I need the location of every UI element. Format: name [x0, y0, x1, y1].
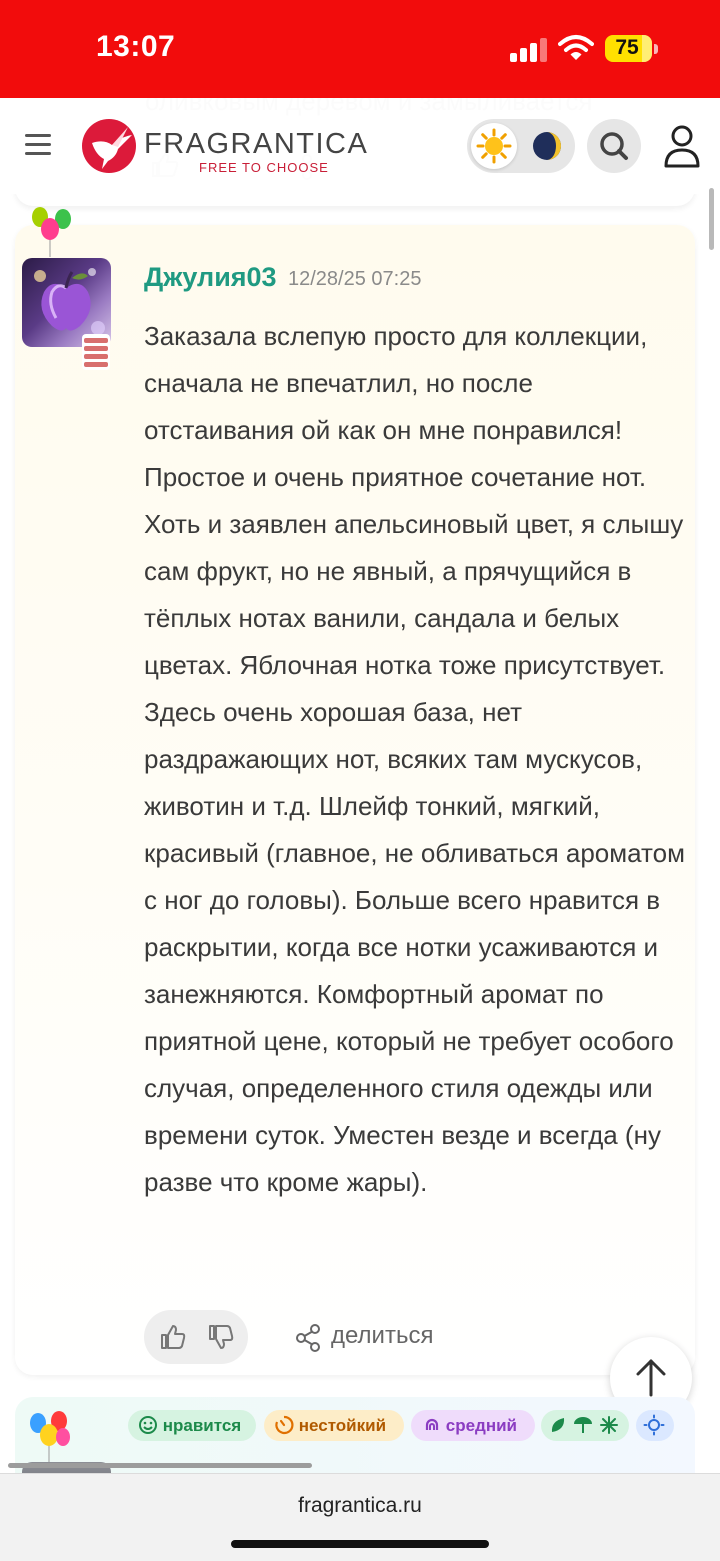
- search-icon: [587, 119, 641, 173]
- vertical-scrollbar[interactable]: [709, 188, 714, 250]
- horizontal-scrollbar[interactable]: [8, 1463, 312, 1468]
- season-icons: [549, 1415, 621, 1435]
- review-author[interactable]: Джулия03: [144, 262, 277, 292]
- sillage-icon: [423, 1416, 441, 1434]
- share-label: делиться: [331, 1322, 434, 1349]
- sun-icon[interactable]: [471, 123, 517, 169]
- menu-icon[interactable]: [25, 134, 51, 156]
- battery-level: 75: [615, 36, 639, 59]
- share-icon: [295, 1324, 321, 1352]
- site-header: [0, 98, 720, 194]
- user-icon: [660, 122, 704, 170]
- sun-icon: [643, 1414, 665, 1436]
- smile-icon: [138, 1415, 158, 1435]
- balloons-icon: [27, 1409, 73, 1467]
- logo-tagline: FREE TO CHOOSE: [199, 160, 329, 175]
- status-bar: [0, 0, 720, 98]
- logo-wordmark: FRAGRANTICA: [144, 128, 369, 160]
- cellular-signal-icon: [510, 38, 548, 62]
- review-date: 12/28/25 07:25: [288, 268, 422, 290]
- battery-icon: [605, 35, 657, 62]
- tag-like-label: нравится: [162, 1416, 242, 1435]
- search-button[interactable]: [587, 119, 641, 173]
- browser-address-bar: [0, 1473, 720, 1561]
- tag-sillage-label: средний: [445, 1416, 517, 1435]
- fragrantica-logo[interactable]: [82, 119, 136, 173]
- tag-season: [541, 1410, 629, 1441]
- thumbs-up-icon[interactable]: [158, 1323, 186, 1351]
- tag-longevity: [264, 1410, 404, 1441]
- hummingbird-icon: [82, 119, 136, 173]
- theme-toggle[interactable]: [467, 119, 575, 173]
- vote-buttons: [144, 1310, 248, 1364]
- status-time: 13:07: [96, 30, 176, 63]
- url-display[interactable]: fragrantica.ru: [298, 1494, 422, 1517]
- thumbs-down-icon[interactable]: [206, 1323, 234, 1351]
- home-indicator: [231, 1540, 489, 1548]
- tag-day: [636, 1410, 674, 1441]
- tag-longevity-label: нестойкий: [298, 1416, 387, 1435]
- tag-sillage: [411, 1410, 535, 1441]
- user-badge-icon: [81, 332, 111, 372]
- wifi-icon: [558, 34, 594, 62]
- balloons-icon: [30, 205, 74, 259]
- moon-icon[interactable]: [529, 123, 575, 169]
- user-button[interactable]: [660, 122, 704, 170]
- review-text: Заказала вслепую просто для коллекции, сначала не впечатлил, но после отстаивания ой как он мне понравился! Простое и очень приятное сочетание нот. Хоть и заявлен апельсиновый цвет, я слышу сам фрукт, но не явный, а прячущийся в тёплых нотах ванили, сандала и белых цветах. Яблочная нотка тоже присутствует. Здесь очень хорошая база, нет раздражающих нот, всяких там мускусов, животин и т.д. Шлейф тонкий, мягкий, красивый (главное, не обливаться ароматом с ног до головы). Больше всего нравится в раскрытии, когда все нотки усаживаются и занежняются. Комфортный аромат по приятной цене, который не требует особого случая, определенного стиля одежды или времени суток. Уместен везде и всегда (ну разве что кроме жары).: [144, 321, 685, 1197]
- timer-icon: [274, 1415, 294, 1435]
- tag-like: [128, 1410, 256, 1441]
